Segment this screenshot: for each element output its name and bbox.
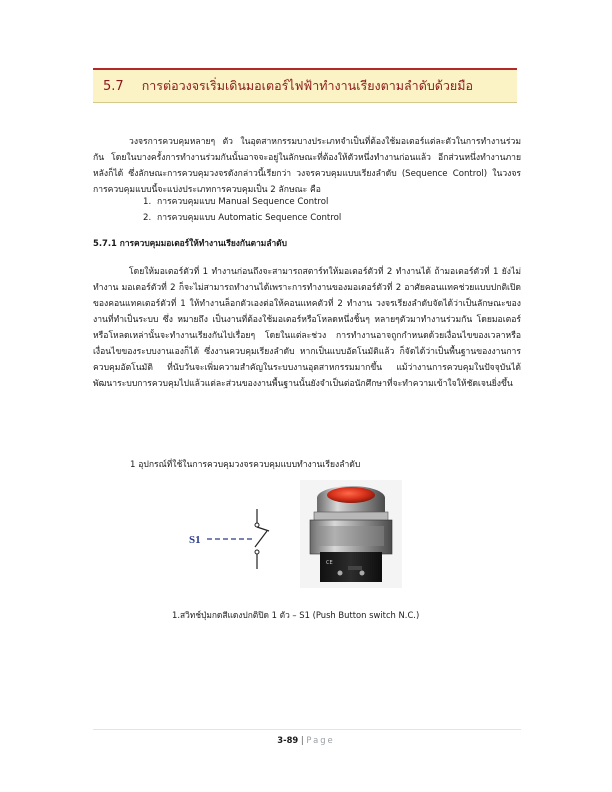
footer-divider <box>93 729 521 730</box>
svg-text:CE: CE <box>326 560 333 566</box>
contact-terminal-top <box>255 523 259 527</box>
subsection-heading: 5.7.1 การควบคุมมอเตอร์ให้ทำงานเรียงกันตามลำดับ <box>93 238 287 248</box>
footer-separator: | <box>300 735 304 745</box>
footer-page-word: Page <box>306 735 335 745</box>
pushbutton-photo <box>300 480 402 588</box>
symbol-label: S1 <box>189 534 201 546</box>
list-item-text: การควบคุมแบบ Automatic Sequence Control <box>157 213 342 223</box>
section-title: การต่อวงจรเริ่มเดินมอเตอร์ไฟฟ้าทำงานเรียงตามลำดับด้วยมือ <box>141 78 473 93</box>
page-number: 3-89 <box>277 735 299 745</box>
section-header <box>93 68 517 103</box>
section-number: 5.7 <box>103 78 124 94</box>
contact-blade <box>255 531 267 547</box>
body-paragraph: โดยให้มอเตอร์ตัวที่ 1 ทำงานก่อนถึงจะสามารถสตาร์ทให้มอเตอร์ตัวที่ 2 ทำงานได้ ถ้ามอเตอร์ตัวที่ 1 ยังไม่ทำงาน มอเตอร์ตัวที่ 2 ก็จะไม่สามารถทำงานได้เพราะการทำงานของมอเตอร์ตัวที่ 2 อาศัยคอนแทคช่วยแบบปกติเปิดของคอนแทคเตอร์ตัวที่ 1 ให้ทำงานล็อกตัวเองต่อให้คอนแทคตัวที่ 2 ทำงาน วงจรเรียงลำดับจัดได้ว่าเป็นลักษณะของงานที่ทำเป็นระบบ ซึ่ง หมายถึง เป็นงานที่ต้องใช้มอเตอร์หรือโหลดหนึ่งชิ้นๆ หลายๆตัวมาทำงานร่วมกัน โดยมอเตอร์หรือโหลดเหล่านั้นจะทำงานเรียงกันไปเรื่อยๆ โดยในแต่ละช่วง การทำงานอาจถูกกำหนดด้วยเงื่อนไขของเวลาหรือเงื่อนไขของระบบงานเองก็ได้ ซึ่งงานควบคุมเรียงลำดับ หากเป็นแบบอัตโนมัติแล้ว ก็จัดได้ว่าเป็นพื้นฐานของงานการควบคุมอัตโนมัติ ที่นับวันจะเพิ่มความสำคัญในระบบงานอุตสาหกรรมมากขึ้น แม้ว่างานการควบคุมในปัจจุบันได้พัฒนาระบบการควบคุมไปแล้วแต่ละส่วนของงานพื้นฐานนั้นยังจำเป็นต่อนักศึกษาที่จะทำความเข้าใจให้ชัดเจนยิ่งขึ้น <box>93 266 521 389</box>
list-item <box>143 194 341 210</box>
equipment-heading: 1 อุปกรณ์ที่ใช้ในการควบคุมวงจรควบคุมแบบทำงานเรียงลำดับ <box>130 460 361 470</box>
intro-paragraph: วงจรการควบคุมหลายๆ ตัว ในอุตสาหกรรมบางประเภทจำเป็นที่ต้องใช้มอเตอร์แต่ละตัวในการทำงานร่วมกัน โดยในบางครั้งการทำงานร่วมกันนั้นอาจจะอยู่ในลักษณะที่ต้องให้ตัวหนึ่งทำงานก่อนแล้ว อีกส่วนหนึ่งทำงานภายหลังก็ได้ ซึ่งลักษณะการควบคุมวงจรดังกล่าวนี้เรียกว่า วงจรควบคุมแบบเรียงลำดับ (Sequence Control) ในวงจรการควบคุมแบบนี้จะแบ่งประเภทการควบคุมเป็น 2 ลักษณะ คือ <box>93 136 521 195</box>
figure-caption: 1.สวิทช์ปุ่มกดสีแดงปกติปิด 1 ตัว – S1 (Push Button switch N.C.) <box>172 610 420 620</box>
list-item-text: การควบคุมแบบ Manual Sequence Control <box>157 197 329 207</box>
contact-terminal-bottom <box>255 550 259 554</box>
control-type-list <box>143 194 341 226</box>
list-item-number: 1. <box>143 197 152 207</box>
list-item-number: 2. <box>143 213 152 223</box>
contact-top-bar <box>257 527 269 531</box>
nc-pushbutton-symbol <box>185 505 285 575</box>
list-item <box>143 210 341 226</box>
page-footer <box>0 735 612 745</box>
